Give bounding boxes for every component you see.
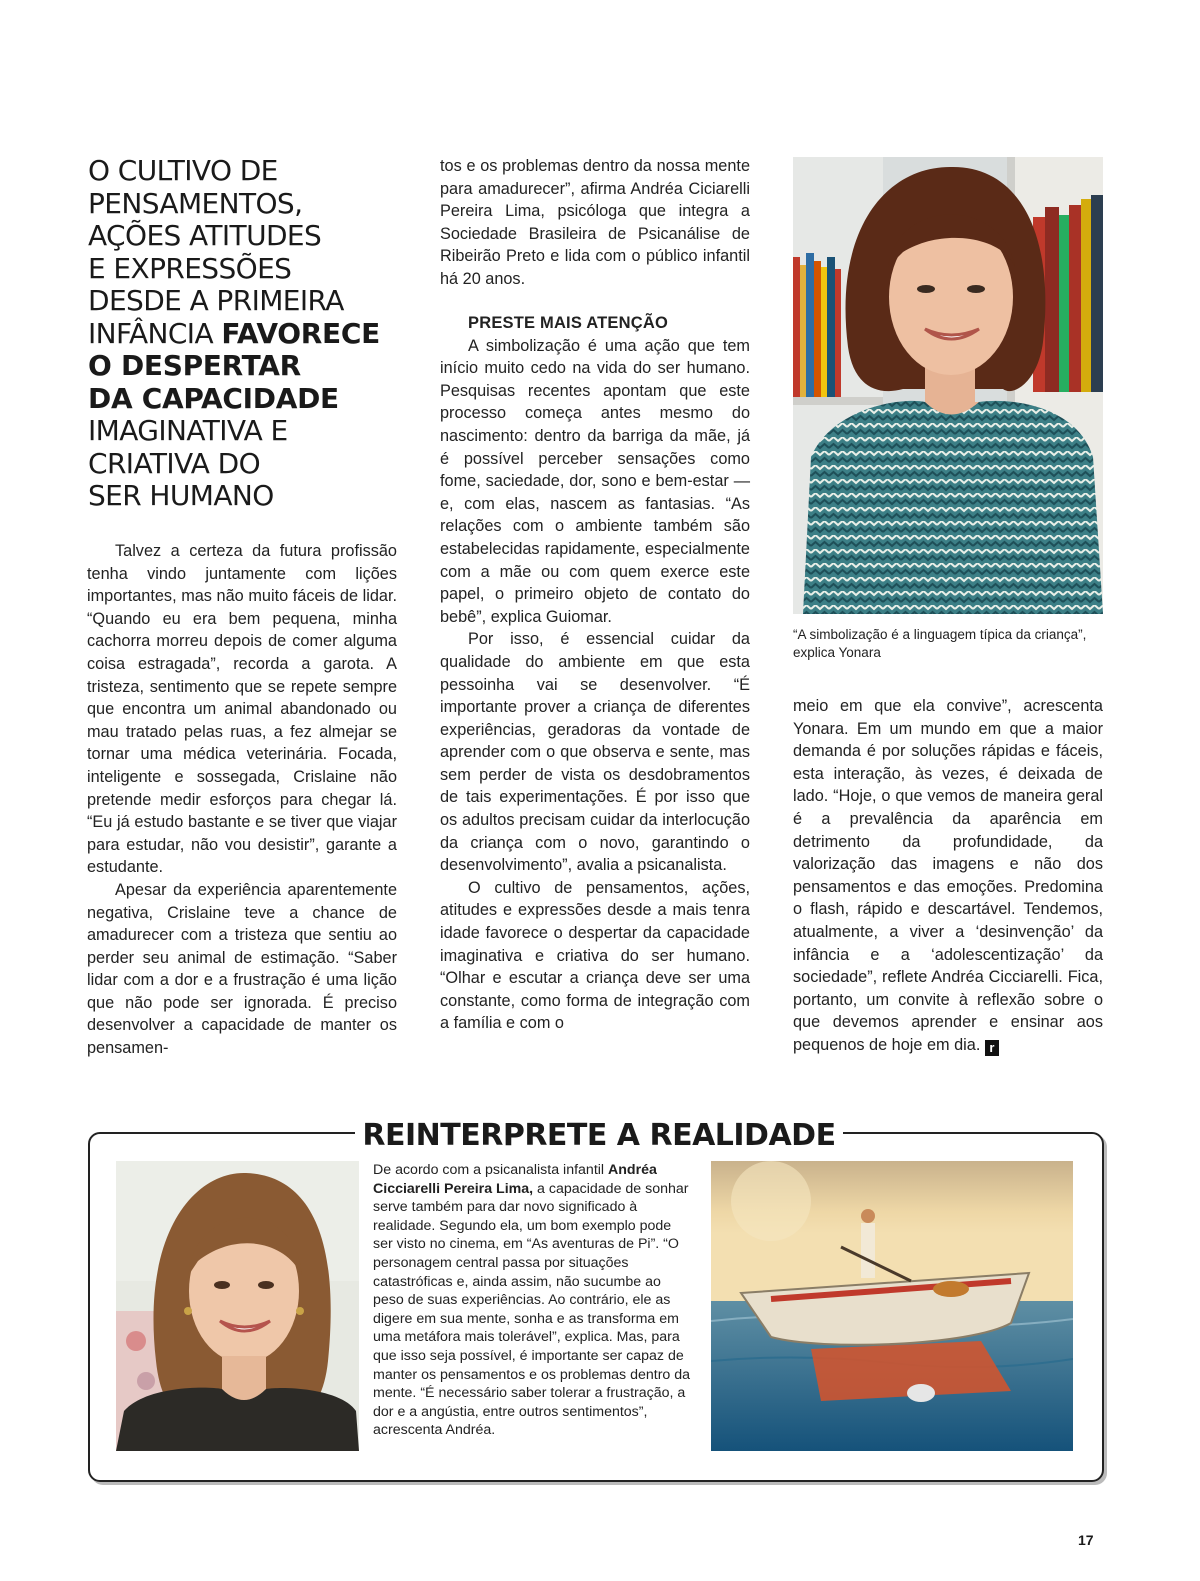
photo-caption: “A simbolização é a linguagem típica da criança”, explica Yonara (793, 627, 1087, 660)
paragraph: O cultivo de pensamentos, ações, atitudes e expressões desde a mais tenra idade favorece o despertar da capacidade imaginativa e criativa do ser humano. “Olhar e escutar a criança deve ser uma constante, como forma de integração com a família e com o (440, 878, 750, 1033)
article-column-3 (793, 695, 1103, 1057)
sidebar-portrait-illustration (116, 1161, 359, 1451)
pull-quote-line (88, 318, 388, 351)
portrait-illustration (793, 157, 1103, 614)
paragraph: Apesar da experiência aparentemente negativa, Crislaine teve a chance de amadurecer com a tristeza que sentiu ao perder seu animal de estimação. “Saber lidar com a dor e a frustração é uma lição que não pode ser ignorada. É preciso desenvolver a capacidade de manter os pensamen- (87, 880, 397, 1058)
paragraph-text: meio em que ela convive”, acrescenta Yonara. Em um mundo em que a maior demanda é por soluções rápidas e fáceis, esta interação, às vezes, é deixada de lado. “Hoje, o que vemos de maneira geral é a prevalência da aparência em detrimento da profundidade, da valorização das imagens e não dos pensamentos e das emoções. Predomina o flash, rápido e descartável. Tendemos, atualmente, a viver a ‘desinvenção’ da infância e a ‘adolescentização’ da sociedade”, reflete Andréa Cicciarelli. Fica, portanto, um convite à reflexão sobre o que devemos aprender e ensinar aos pequenos de hoje em dia. (793, 697, 1103, 1054)
paragraph: tos e os problemas dentro da nossa mente para amadurecer”, afirma Andréa Ciciarelli Pereira Lima, psicóloga que integra a Sociedade Brasileira de Psicanálise de Ribeirão Preto e lida com o público infantil há 20 anos. (440, 157, 750, 288)
pull-quote-line: O CULTIVO DE (88, 154, 278, 187)
pull-quote-line (88, 350, 388, 383)
portrait-photo (793, 157, 1103, 614)
article-column-1 (87, 540, 397, 1060)
pull-quote-line: E EXPRESSÕES (88, 251, 292, 285)
pull-quote-normal: INFÂNCIA (88, 316, 222, 350)
paragraph: A simbolização é uma ação que tem início muito cedo na vida do ser humano. Pesquisas recentes apontam que este processo começa antes mesmo do nascimento: dentro da barriga da mãe, já é possível perceber sensações como fome, saciedade, dor, sono e bem-estar — e, com elas, nascem as fantasias. “As relações com o ambiente também são estabelecidas rapidamente, especialmente com a mãe ou com quem exerce este papel, o primeiro objeto de contato do bebê”, explica Guiomar. (440, 336, 750, 626)
pull-quote-line: PENSAMENTOS, (88, 186, 303, 220)
pull-quote-bold: DA CAPACIDADE (88, 381, 339, 415)
sidebar-portrait-photo (116, 1161, 359, 1451)
sidebar-text-intro: De acordo com a psicanalista infantil (373, 1162, 609, 1178)
pull-quote-line: IMAGINATIVA E (88, 414, 288, 447)
pull-quote-bold: FAVORECE (221, 316, 380, 350)
pull-quote-line: SER HUMANO (88, 479, 274, 512)
paragraph (793, 695, 1103, 1057)
sidebar-text (373, 1161, 693, 1440)
end-mark-icon: r (985, 1040, 999, 1056)
film-still-photo (711, 1161, 1073, 1451)
sidebar-text-name: Andréa Cicciarelli Pereira Lima, (373, 1162, 657, 1197)
sidebar-title: REINTERPRETE A REALIDADE (362, 1118, 836, 1153)
pull-quote (88, 155, 388, 513)
paragraph: Por isso, é essencial cuidar da qualidade do ambiente em que esta pessoinha vai se desenvolver. “É importante prover a criança de diferentes experiências, geradoras da vontade de aprender com o que observa e sente, mas sem perder de vista os desdobramentos de tais experimentações. É por isso que os adultos precisam cuidar da interlocução da criança com o novo, garantindo o desenvolvimento”, avalia a psicanalista. (440, 630, 750, 875)
page-number: 17 (1078, 1532, 1094, 1548)
sidebar-title-wrap (355, 1116, 843, 1156)
pull-quote-line: CRIATIVA DO (88, 446, 261, 480)
section-heading: PRESTE MAIS ATENÇÃO (468, 314, 668, 332)
pull-quote-line: AÇÕES ATITUDES (88, 219, 322, 252)
article-column-2 (440, 312, 750, 1035)
pull-quote-bold: O DESPERTAR (88, 349, 301, 382)
article-column-2-top (440, 155, 750, 291)
pull-quote-line (88, 383, 388, 416)
paragraph: Talvez a certeza da futura profissão tenha vindo juntamente com lições importantes, mas não muito fáceis de lidar. “Quando eu era bem pequena, minha cachorra morreu depois de comer alguma coisa estragada”, recorda a garota. A tristeza, sentimento que se repete sempre que encontra um animal abandonado ou mau tratado pelas ruas, a fez almejar se tornar uma médica veterinária. Focada, inteligente e sossegada, Crislaine não pretende medir esforços para chegar lá. “Eu já estudo bastante e se tiver que viajar para estudar, não vou desistir”, garante a estudante. (87, 542, 397, 877)
pull-quote-line: DESDE A PRIMEIRA (88, 284, 344, 317)
sidebar-text-body: a capacidade de sonhar serve também para dar novo significado à realidade. Segundo ela, um bom exemplo pode ser visto no cinema, em “As aventuras de Pi”. “O personagem central passa por situações catastróficas e, ainda assim, não sucumbe ao peso de suas experiências. Ao contrário, ele as digere em sua mente, sonha e as transforma em uma metáfora mais tolerável”, explica. Mas, para que isso seja possível, é importante ser capaz de manter os pensamentos e os problemas dentro da mente. “É necessário saber tolerar a frustração, a dor e a angústia, entre outros sentimentos”, acrescenta Andréa. (373, 1180, 691, 1439)
boat-illustration (711, 1161, 1073, 1451)
